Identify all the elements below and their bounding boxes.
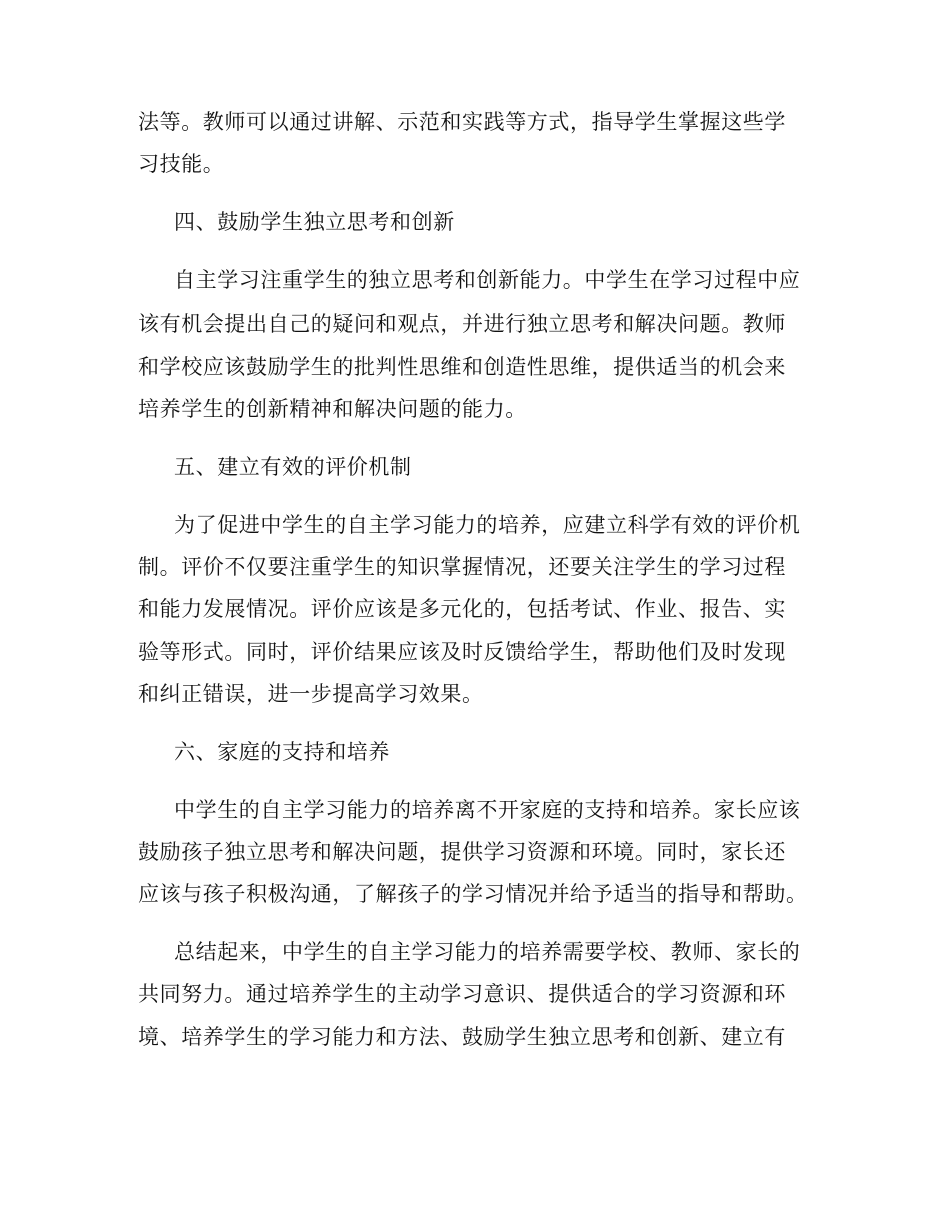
paragraph-line: 和能力发展情况。评价应该是多元化的，包括考试、作业、报告、实 [138,597,786,621]
paragraph-line: 境、培养学生的学习能力和方法、鼓励学生独立思考和创新、建立有 [138,1025,786,1049]
paragraph-line: 法等。教师可以通过讲解、示范和实践等方式，指导学生掌握这些学 [138,110,786,134]
paragraph-line: 自主学习注重学生的独立思考和创新能力。中学生在学习过程中应 [174,268,801,292]
section-heading-4: 四、鼓励学生独立思考和创新 [174,210,455,234]
paragraph-line: 习技能。 [138,152,225,176]
paragraph-line: 和纠正错误，进一步提高学习效果。 [138,682,484,706]
paragraph-line: 共同努力。通过培养学生的主动学习意识、提供适合的学习资源和环 [138,982,786,1006]
paragraph-line: 应该与孩子积极沟通，了解孩子的学习情况并给予适当的指导和帮助。 [138,882,808,906]
paragraph-line: 为了促进中学生的自主学习能力的培养，应建立科学有效的评价机 [174,513,801,537]
paragraph-line: 培养学生的创新精神和解决问题的能力。 [138,397,527,421]
paragraph-line: 中学生的自主学习能力的培养离不开家庭的支持和培养。家长应该 [174,798,801,822]
paragraph-line: 该有机会提出自己的疑问和观点，并进行独立思考和解决问题。教师 [138,312,786,336]
paragraph-line: 总结起来，中学生的自主学习能力的培养需要学校、教师、家长的 [174,940,801,964]
paragraph-line: 鼓励孩子独立思考和解决问题，提供学习资源和环境。同时，家长还 [138,840,786,864]
section-heading-6: 六、家庭的支持和培养 [174,740,390,764]
section-heading-5: 五、建立有效的评价机制 [174,455,412,479]
paragraph-line: 验等形式。同时，评价结果应该及时反馈给学生，帮助他们及时发现 [138,640,786,664]
paragraph-line: 和学校应该鼓励学生的批判性思维和创造性思维，提供适当的机会来 [138,355,786,379]
paragraph-line: 制。评价不仅要注重学生的知识掌握情况，还要关注学生的学习过程 [138,555,786,579]
